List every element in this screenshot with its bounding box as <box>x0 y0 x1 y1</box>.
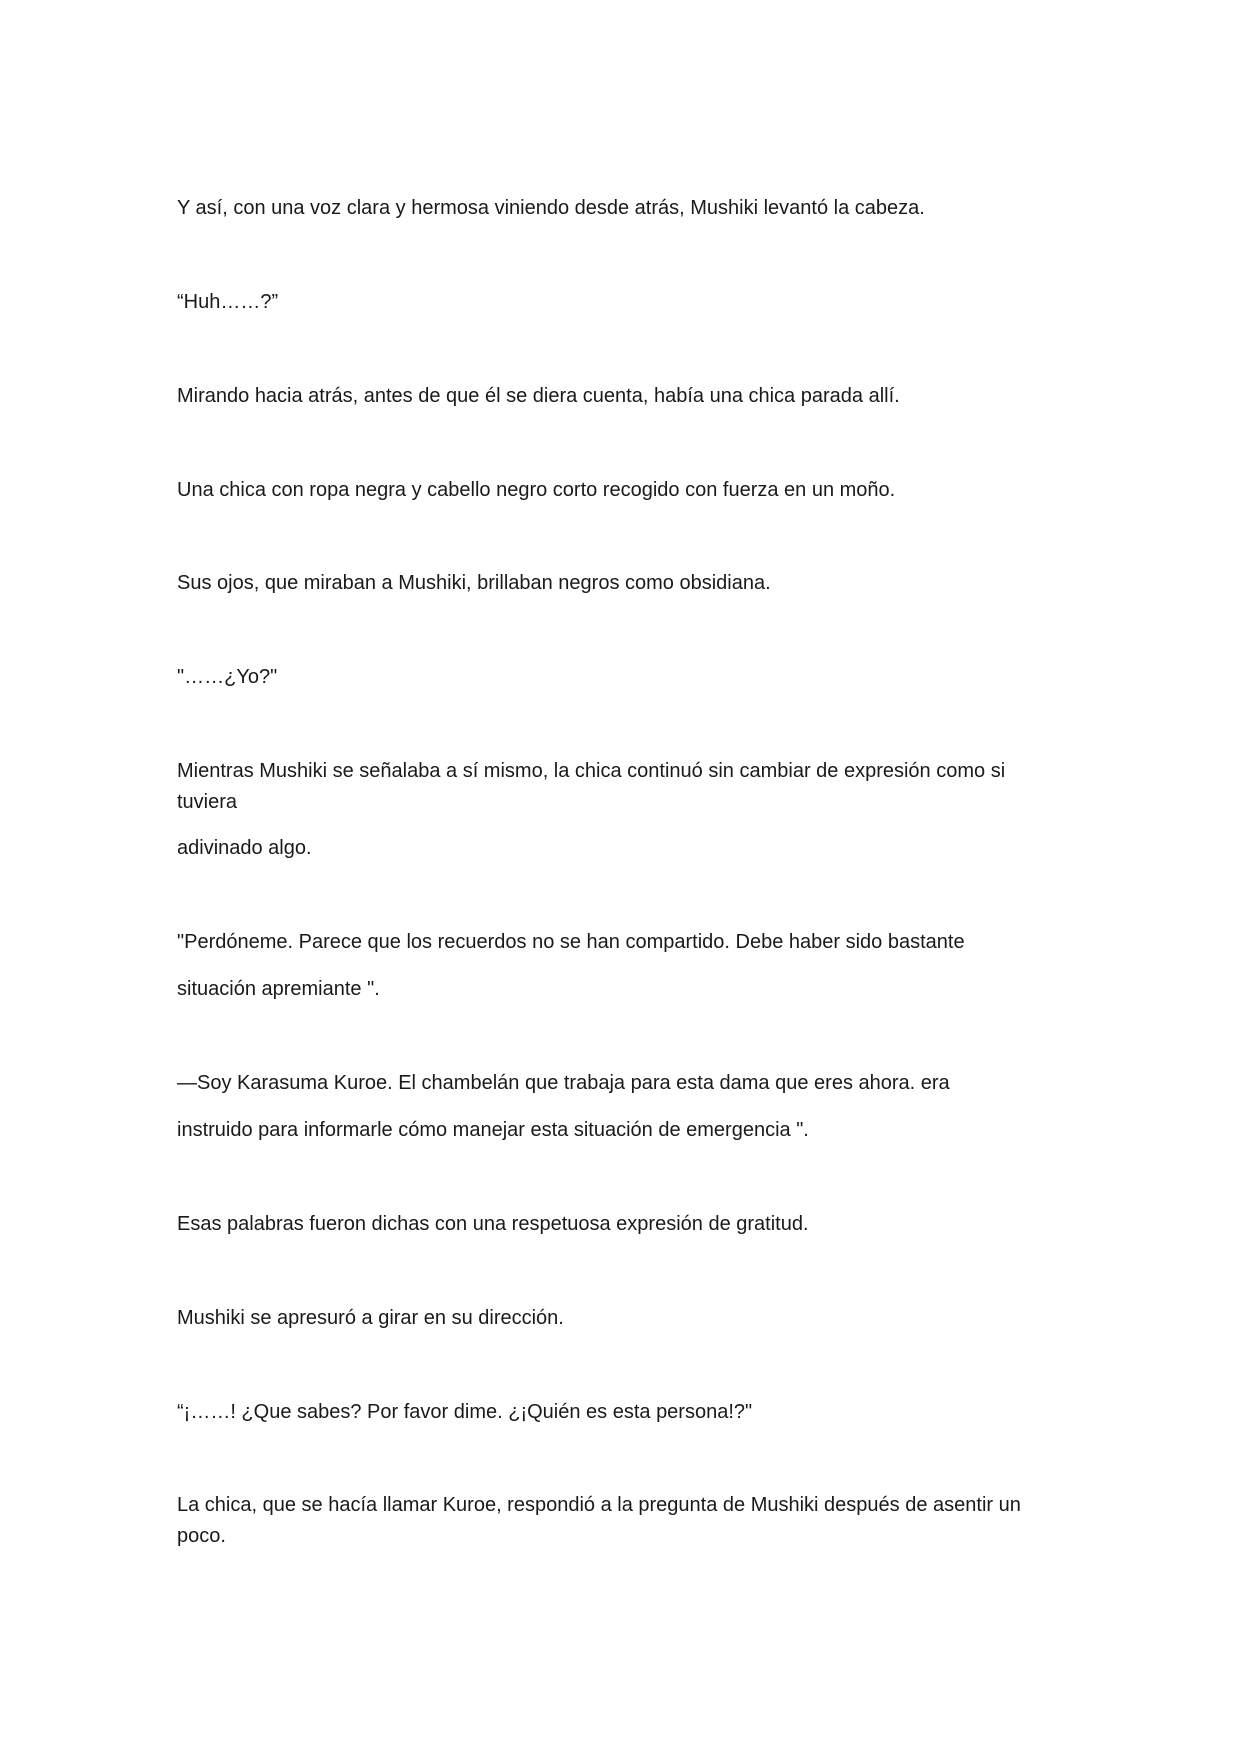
text-line: —Soy Karasuma Kuroe. El chambelán que trabaja para esta dama que eres ahora. era <box>177 1072 950 1094</box>
text-line: adivinado algo. <box>177 837 312 859</box>
text-line: instruido para informarle cómo manejar esta situación de emergencia ". <box>177 1119 809 1141</box>
text-line: tuviera <box>177 791 238 813</box>
text-line: “Huh……?” <box>177 291 279 313</box>
text-line: poco. <box>177 1525 226 1547</box>
text-line: Mirando hacia atrás, antes de que él se diera cuenta, había una chica parada allí. <box>177 385 900 407</box>
text-line: "……¿Yo?" <box>177 666 278 688</box>
text-line: Sus ojos, que miraban a Mushiki, brillaban negros como obsidiana. <box>177 572 771 594</box>
text-line: "Perdóneme. Parece que los recuerdos no se han compartido. Debe haber sido bastante <box>177 931 965 953</box>
text-line: Mientras Mushiki se señalaba a sí mismo, la chica continuó sin cambiar de expresión como si <box>177 760 1006 782</box>
text-line: situación apremiante ". <box>177 978 380 1000</box>
text-line: Mushiki se apresuró a girar en su dirección. <box>177 1307 564 1329</box>
text-line: Una chica con ropa negra y cabello negro corto recogido con fuerza en un moño. <box>177 479 896 501</box>
text-line: Y así, con una voz clara y hermosa viniendo desde atrás, Mushiki levantó la cabeza. <box>177 197 925 219</box>
text-line: Esas palabras fueron dichas con una respetuosa expresión de gratitud. <box>177 1213 809 1235</box>
text-line: “¡……! ¿Que sabes? Por favor dime. ¿¡Quién es esta persona!?" <box>177 1401 753 1423</box>
text-line: La chica, que se hacía llamar Kuroe, respondió a la pregunta de Mushiki después de asentir un <box>177 1494 1021 1516</box>
